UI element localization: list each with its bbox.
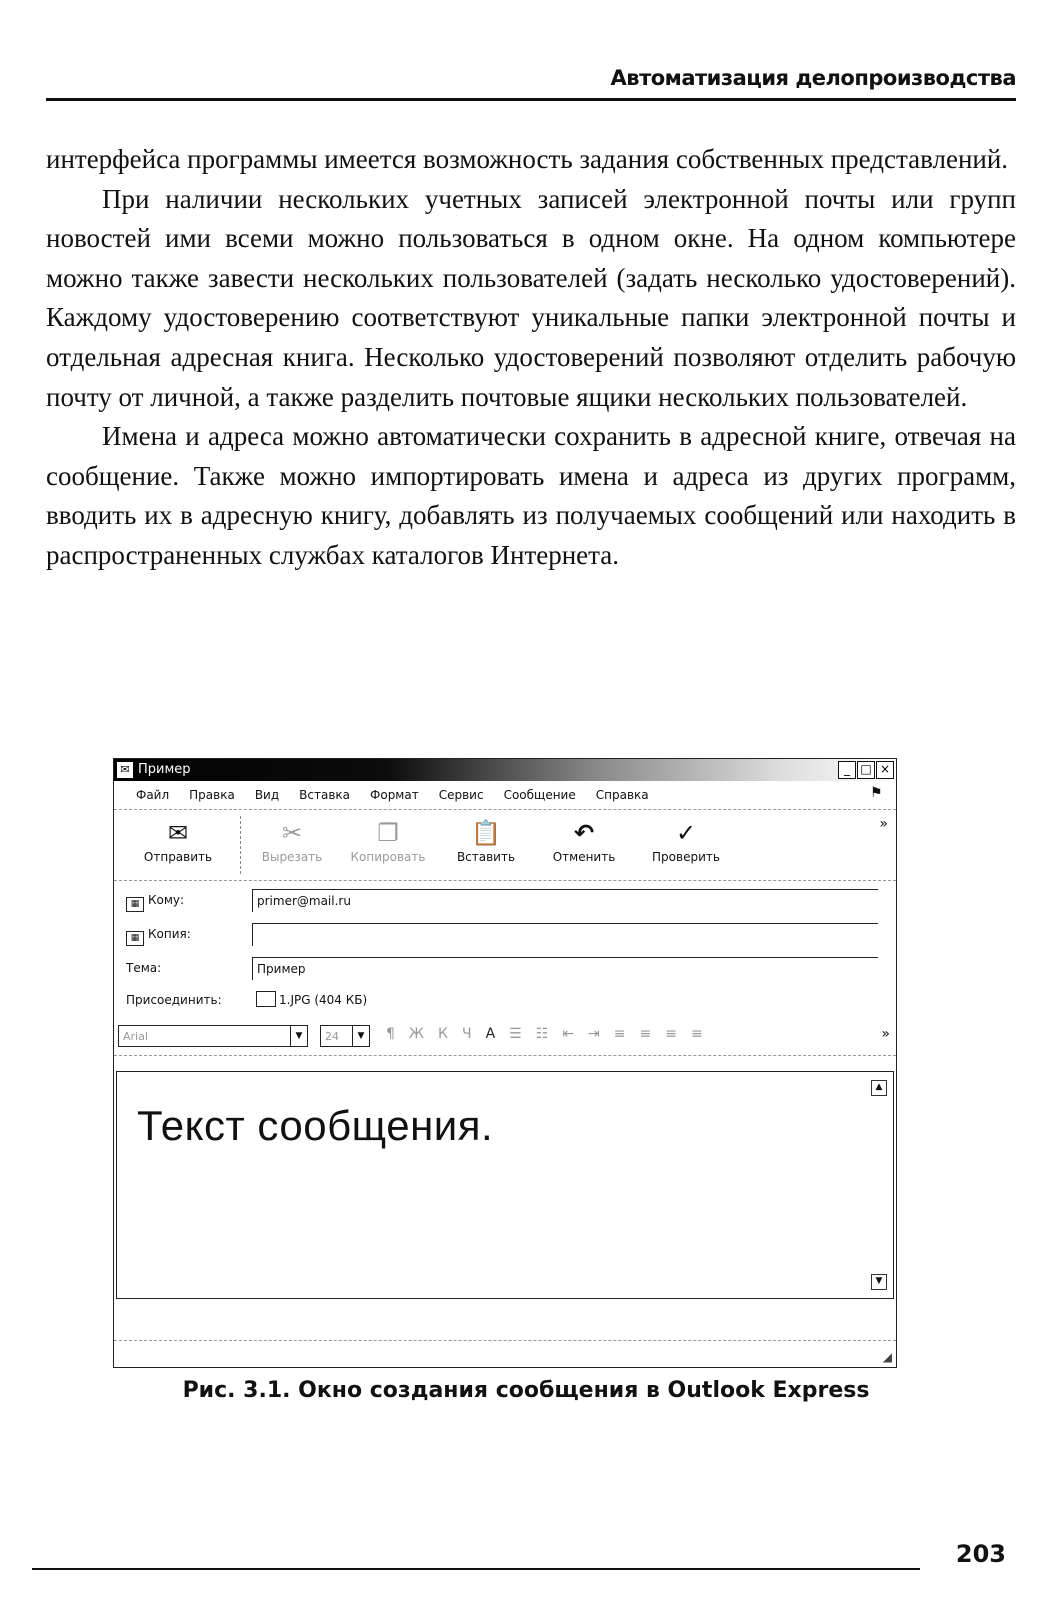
title-bar[interactable] [114,759,896,781]
status-bar [114,1340,896,1367]
toolbar-separator [240,816,241,874]
outlook-window [113,758,897,1368]
align-left-icon[interactable]: ≡ [613,1026,626,1042]
address-book-icon: ▦ [126,931,144,946]
windows-logo-icon: ⚑ [870,785,883,801]
window-title: Пример [138,762,191,777]
chevron-down-icon[interactable]: ▼ [352,1026,369,1046]
toolbar-more-chevron-icon[interactable]: » [879,816,888,832]
paragraph: интерфейса программы имеется возможность задания собственных представлений. [46,144,1009,174]
menu-bar [114,781,896,810]
format-buttons [386,1026,703,1042]
page-header-title: Автоматизация делопроизводства [610,66,1016,90]
undo-label: Отменить [552,850,616,864]
format-more-chevron-icon[interactable]: » [881,1026,890,1042]
cc-label[interactable]: ▦ Копия: [126,927,191,946]
cut-label: Вырезать [261,850,323,864]
bullet-list-icon[interactable]: ☷ [535,1026,549,1042]
cc-field[interactable] [252,923,878,946]
paragraph: При наличии нескольких учетных записей электронной почты или групп новостей ими всеми можно пользоваться в одном окне. На одном компьютере можно также завести нескольких пользователей (задать несколько удостоверений). Каждому удостоверению соответствуют уникальные папки электронной почты и отдельная адресная книга. Несколько удостоверений позволяют отделить рабочую почту от личной, а также разделить почтовые ящики нескольких пользователей. [46,183,1016,412]
footer-rule [32,1568,920,1570]
undo-icon: ↶ [573,819,595,847]
send-button[interactable] [128,816,228,864]
increase-indent-icon[interactable]: ⇥ [588,1026,600,1042]
maximize-button[interactable]: □ [857,761,875,779]
font-color-icon[interactable]: A [485,1026,496,1042]
header-rule [46,98,1016,101]
subject-field[interactable]: Пример [252,957,878,980]
to-field[interactable]: primer@mail.ru [252,889,878,912]
spellcheck-icon: ✓ [675,819,697,847]
menu-view[interactable]: Вид [254,788,280,802]
close-button[interactable]: × [876,761,894,779]
window-app-icon: ✉ [117,762,133,778]
paste-button[interactable] [436,816,536,864]
underline-icon[interactable]: Ч [461,1026,472,1042]
copy-label: Копировать [350,850,426,864]
to-row [126,887,878,915]
menu-help[interactable]: Справка [595,788,649,802]
scroll-down-icon[interactable]: ▼ [871,1274,887,1290]
cut-button[interactable] [242,816,342,864]
cc-row [126,921,878,949]
format-bar [114,1021,896,1056]
scroll-up-icon[interactable]: ▲ [871,1080,887,1096]
send-icon: ✉ [167,819,189,847]
paste-label: Вставить [456,850,516,864]
undo-button[interactable] [534,816,634,864]
menu-insert[interactable]: Вставка [299,788,351,802]
spellcheck-button[interactable] [636,816,736,864]
attachment-file-icon [256,991,276,1007]
window-controls [838,761,894,779]
menu-tools[interactable]: Сервис [438,788,484,802]
attach-row [126,987,878,1015]
header-fields [114,881,896,1021]
copy-icon: ❐ [377,819,399,847]
numbered-list-icon[interactable]: ☰ [509,1026,522,1042]
body-text [46,140,1016,576]
attachment-name: 1.JPG (404 КБ) [279,993,368,1007]
spellcheck-label: Проверить [652,850,720,864]
message-text[interactable]: Текст сообщения. [137,1102,494,1149]
justify-icon[interactable]: ≡ [690,1026,703,1042]
paragraph-style-icon[interactable]: ¶ [386,1026,395,1042]
menu-format[interactable]: Формат [370,788,419,802]
subject-row [126,955,878,983]
page-number: 203 [955,1540,1006,1568]
italic-icon[interactable]: К [438,1026,448,1042]
bold-icon[interactable]: Ж [408,1026,425,1042]
toolbar [114,810,896,881]
menu-edit[interactable]: Правка [189,788,235,802]
figure-caption: Рис. 3.1. Окно создания сообщения в Outlook Express [182,1378,870,1403]
cut-icon: ✂ [281,819,303,847]
attach-label: Присоединить: [126,993,222,1007]
to-label[interactable]: ▦ Кому: [126,893,184,912]
paste-icon: 📋 [471,819,501,847]
decrease-indent-icon[interactable]: ⇤ [562,1026,575,1042]
paragraph: Имена и адреса можно автоматически сохранить в адресной книге, отвечая на сообщение. Также можно импортировать имена и адреса из других программ, вводить их в адресную книгу, добавлять из получаемых сообщений или находить в распространенных службах каталогов Интернета. [46,421,1016,570]
font-size-select[interactable]: 24 ▼ [320,1025,370,1047]
send-label: Отправить [143,850,213,864]
message-body[interactable] [116,1071,894,1299]
menu-file[interactable]: Файл [136,788,170,802]
subject-label: Тема: [126,961,162,975]
chevron-down-icon[interactable]: ▼ [290,1026,307,1046]
menu-message[interactable]: Сообщение [503,788,576,802]
attach-field[interactable] [252,989,878,1011]
align-center-icon[interactable]: ≡ [639,1026,652,1042]
font-select[interactable]: Arial ▼ [118,1025,308,1047]
resize-grip-icon[interactable]: ◢ [882,1350,892,1364]
copy-button[interactable] [338,816,438,864]
address-book-icon: ▦ [126,897,144,912]
align-right-icon[interactable]: ≡ [665,1026,677,1042]
minimize-button[interactable]: _ [838,761,856,779]
